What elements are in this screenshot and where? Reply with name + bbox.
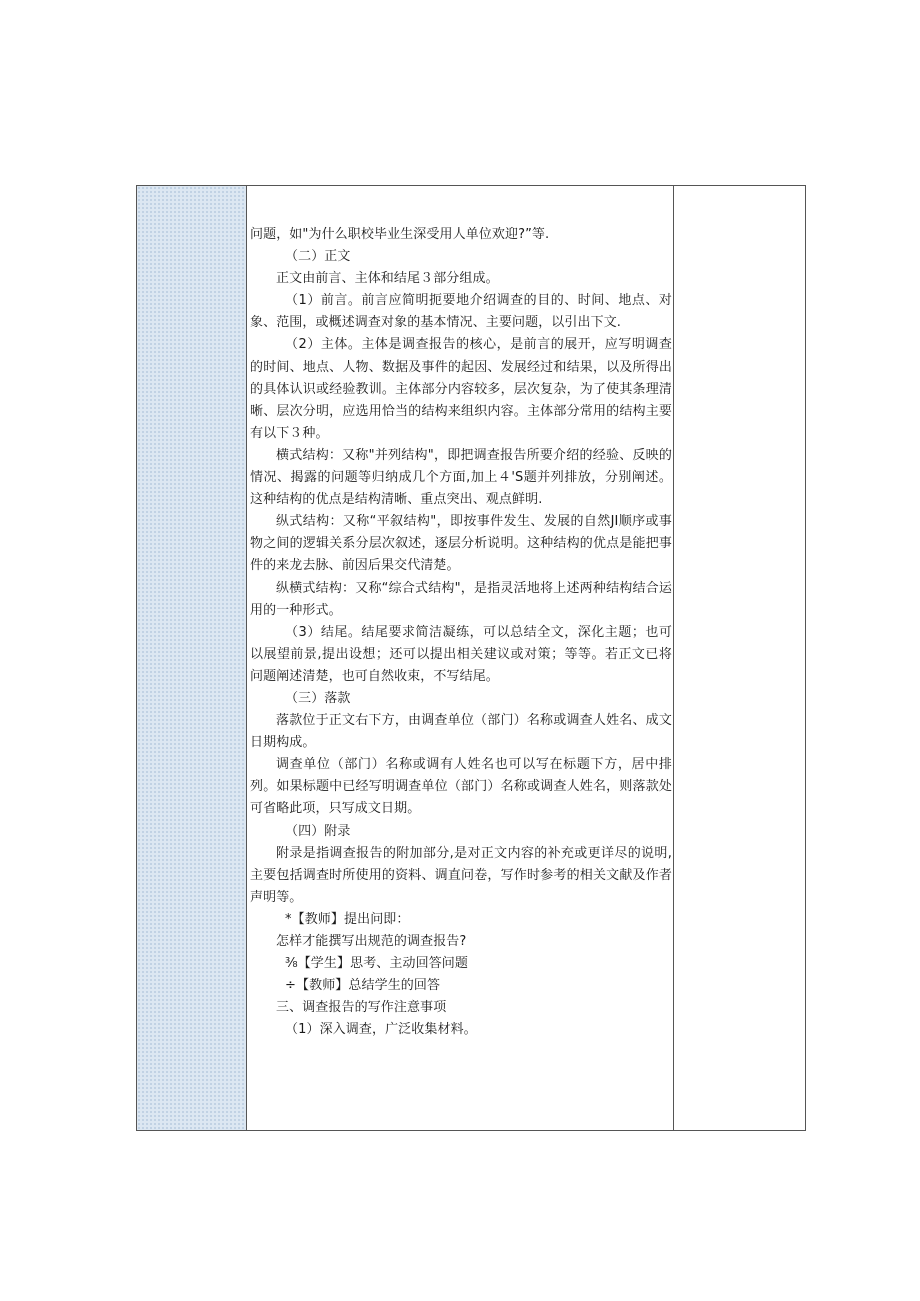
paragraph: （1）深入调查，广泛收集材料。: [285, 1022, 477, 1038]
paragraph: *【教师】提出问即：: [285, 911, 410, 927]
paragraph: 附录是指调查报告的附加部分,是对正文内容的补充或更详尽的说明,主要包括调查时所使用的资料、调直问卷，写作时参考的相关文献及作者声明等。: [250, 845, 672, 905]
paragraph: 纵式结构：又称“平叙结构"，即按事件发生、发展的自然JI顺序或事物之间的逻辑关系分层次叙述，逐层分析说明。这种结构的优点是能把事件的来龙去脉、前因后果交代清楚。: [250, 514, 672, 574]
paragraph: 怎样才能撰写出规范的调查报告?: [276, 934, 467, 949]
paragraph: 三、调查报告的写作注意事项: [276, 1000, 447, 1016]
body-text: [250, 224, 672, 1041]
paragraph: （1）前言。前言应简明扼要地介绍调查的目的、时间、地点、对象、范围，或概述调查对象的基本情况、主要问题，以引出下文.: [250, 293, 672, 331]
main-content-cell: [247, 186, 674, 1130]
paragraph: 问题，如"为什么职校毕业生深受用人单位欢迎?”等.: [250, 227, 550, 242]
paragraph: 落款位于正文右下方，由调查单位（部门）名称或调查人姓名、成文日期构成。: [250, 713, 672, 751]
paragraph: ÷【教师】总结学生的回答: [285, 978, 441, 994]
paragraph: （三）落款: [285, 690, 351, 706]
paragraph: （二）正文: [285, 249, 351, 265]
paragraph: 横式结构：又称"并列结构"，即把调查报告所要介绍的经验、反映的情况、揭露的问题等归纳成几个方面,加上４'S题并列排放，分别阐述。这种结构的优点是结构清晰、重点突出、观点鲜明.: [250, 447, 672, 508]
right-notes-cell: [674, 186, 805, 1130]
paragraph: 调查单位（部门）名称或调有人姓名也可以写在标题下方，居中排列。如果标题中已经写明调查单位（部门）名称或调查人姓名，则落款处可省略此项，只写成文日期。: [250, 757, 672, 817]
paragraph: 正文由前言、主体和结尾３部分组成。: [276, 271, 499, 287]
paragraph: （3）结尾。结尾要求简洁凝练，可以总结全文，深化主题；也可以展望前景,提出设想；还可以提出相关建议或对策；等等。若正文已将问题阐述清楚，也可自然收束，不写结尾。: [250, 624, 672, 684]
paragraph: ⅜【学生】思考、主动回答问题: [285, 956, 469, 972]
left-shaded-cell: [137, 186, 247, 1130]
paragraph: （四）附录: [285, 823, 351, 839]
paragraph: （2）主体。主体是调查报告的核心，是前言的展开，应写明调查的时间、地点、人物、数据及事件的起因、发展经过和结果，以及所得出的具体认识或经验教训。主体部分内容较多，层次复杂，为了使其条理清晰、层次分明，应选用恰当的结构来组织内容。主体部分常用的结构主要有以下３种。: [250, 337, 672, 441]
paragraph: 纵横式结构：又称“综合式结构"，是指灵活地将上述两种结构结合运用的一种形式。: [250, 580, 672, 618]
lesson-table: [136, 185, 806, 1131]
